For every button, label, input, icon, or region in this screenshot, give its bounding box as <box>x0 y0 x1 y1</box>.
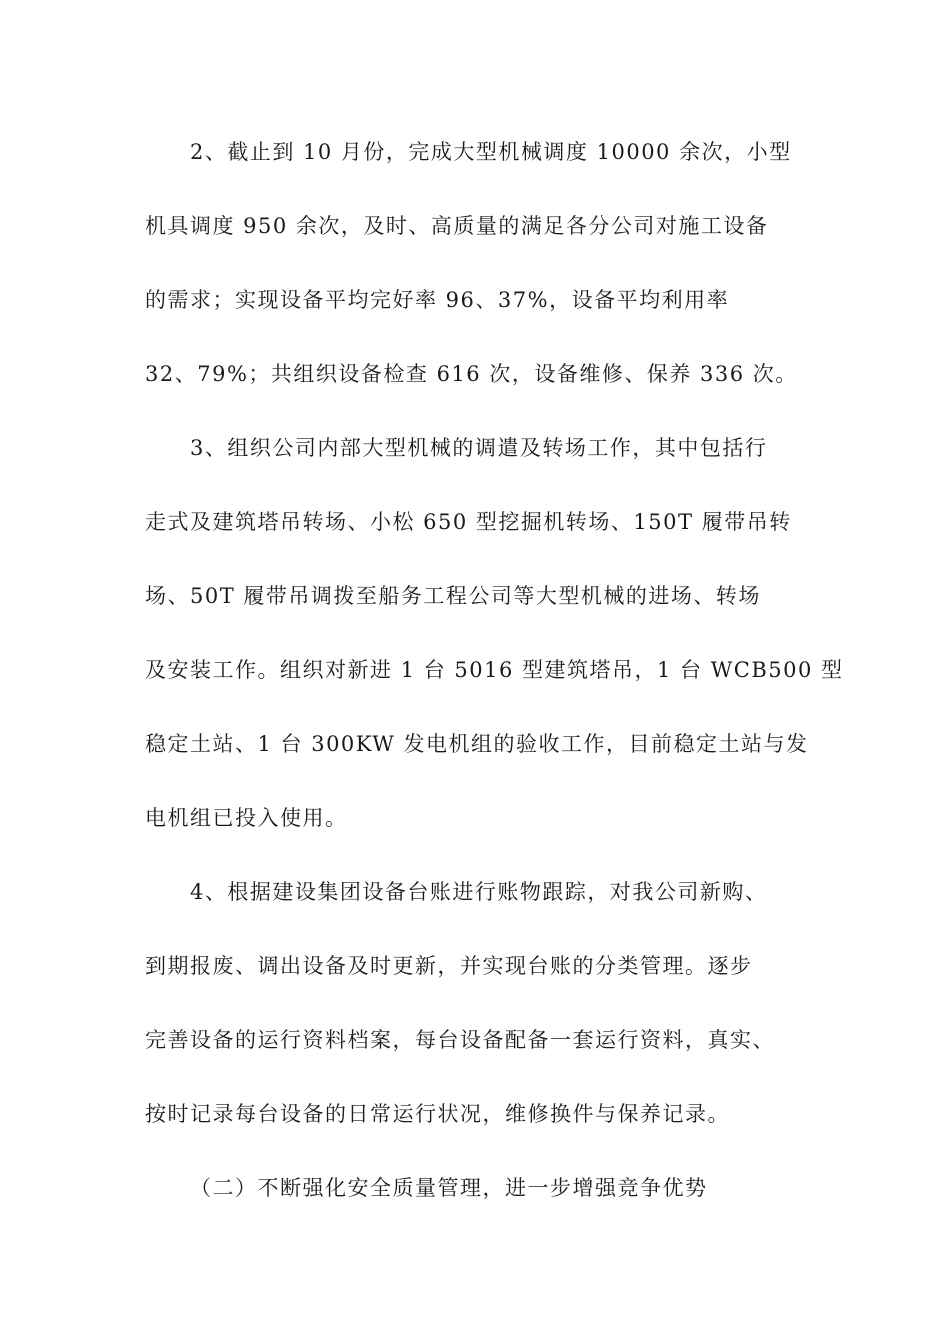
paragraph-2-line-4: 32、79%；共组织设备检查 616 次，设备维修、保养 336 次。 <box>145 362 798 386</box>
paragraph-2-line-2: 机具调度 950 余次，及时、高质量的满足各分公司对施工设备 <box>145 214 769 238</box>
paragraph-3-line-6: 电机组已投入使用。 <box>145 806 348 830</box>
paragraph-3-line-5: 稳定土站、1 台 300KW 发电机组的验收工作，目前稳定土站与发 <box>145 732 809 756</box>
paragraph-2-line-1: 2、截止到 10 月份，完成大型机械调度 10000 余次，小型 <box>190 140 792 164</box>
paragraph-4-line-3: 完善设备的运行资料档案，每台设备配备一套运行资料，真实、 <box>145 1028 775 1052</box>
paragraph-4-line-4: 按时记录每台设备的日常运行状况，维修换件与保养记录。 <box>145 1102 730 1126</box>
paragraph-3-line-1: 3、组织公司内部大型机械的调遣及转场工作，其中包括行 <box>190 436 768 460</box>
section-heading: （二）不断强化安全质量管理，进一步增强竞争优势 <box>190 1176 708 1200</box>
paragraph-3-line-3: 场、50T 履带吊调拨至船务工程公司等大型机械的进场、转场 <box>145 584 761 608</box>
paragraph-3-line-2: 走式及建筑塔吊转场、小松 650 型挖掘机转场、150T 履带吊转 <box>145 510 792 534</box>
paragraph-4-line-2: 到期报废、调出设备及时更新，并实现台账的分类管理。逐步 <box>145 954 753 978</box>
paragraph-4-line-1: 4、根据建设集团设备台账进行账物跟踪，对我公司新购、 <box>190 880 768 904</box>
paragraph-2-line-3: 的需求；实现设备平均完好率 96、37%，设备平均利用率 <box>145 288 730 312</box>
paragraph-3-line-4: 及安装工作。组织对新进 1 台 5016 型建筑塔吊，1 台 WCB500 型 <box>145 658 844 682</box>
